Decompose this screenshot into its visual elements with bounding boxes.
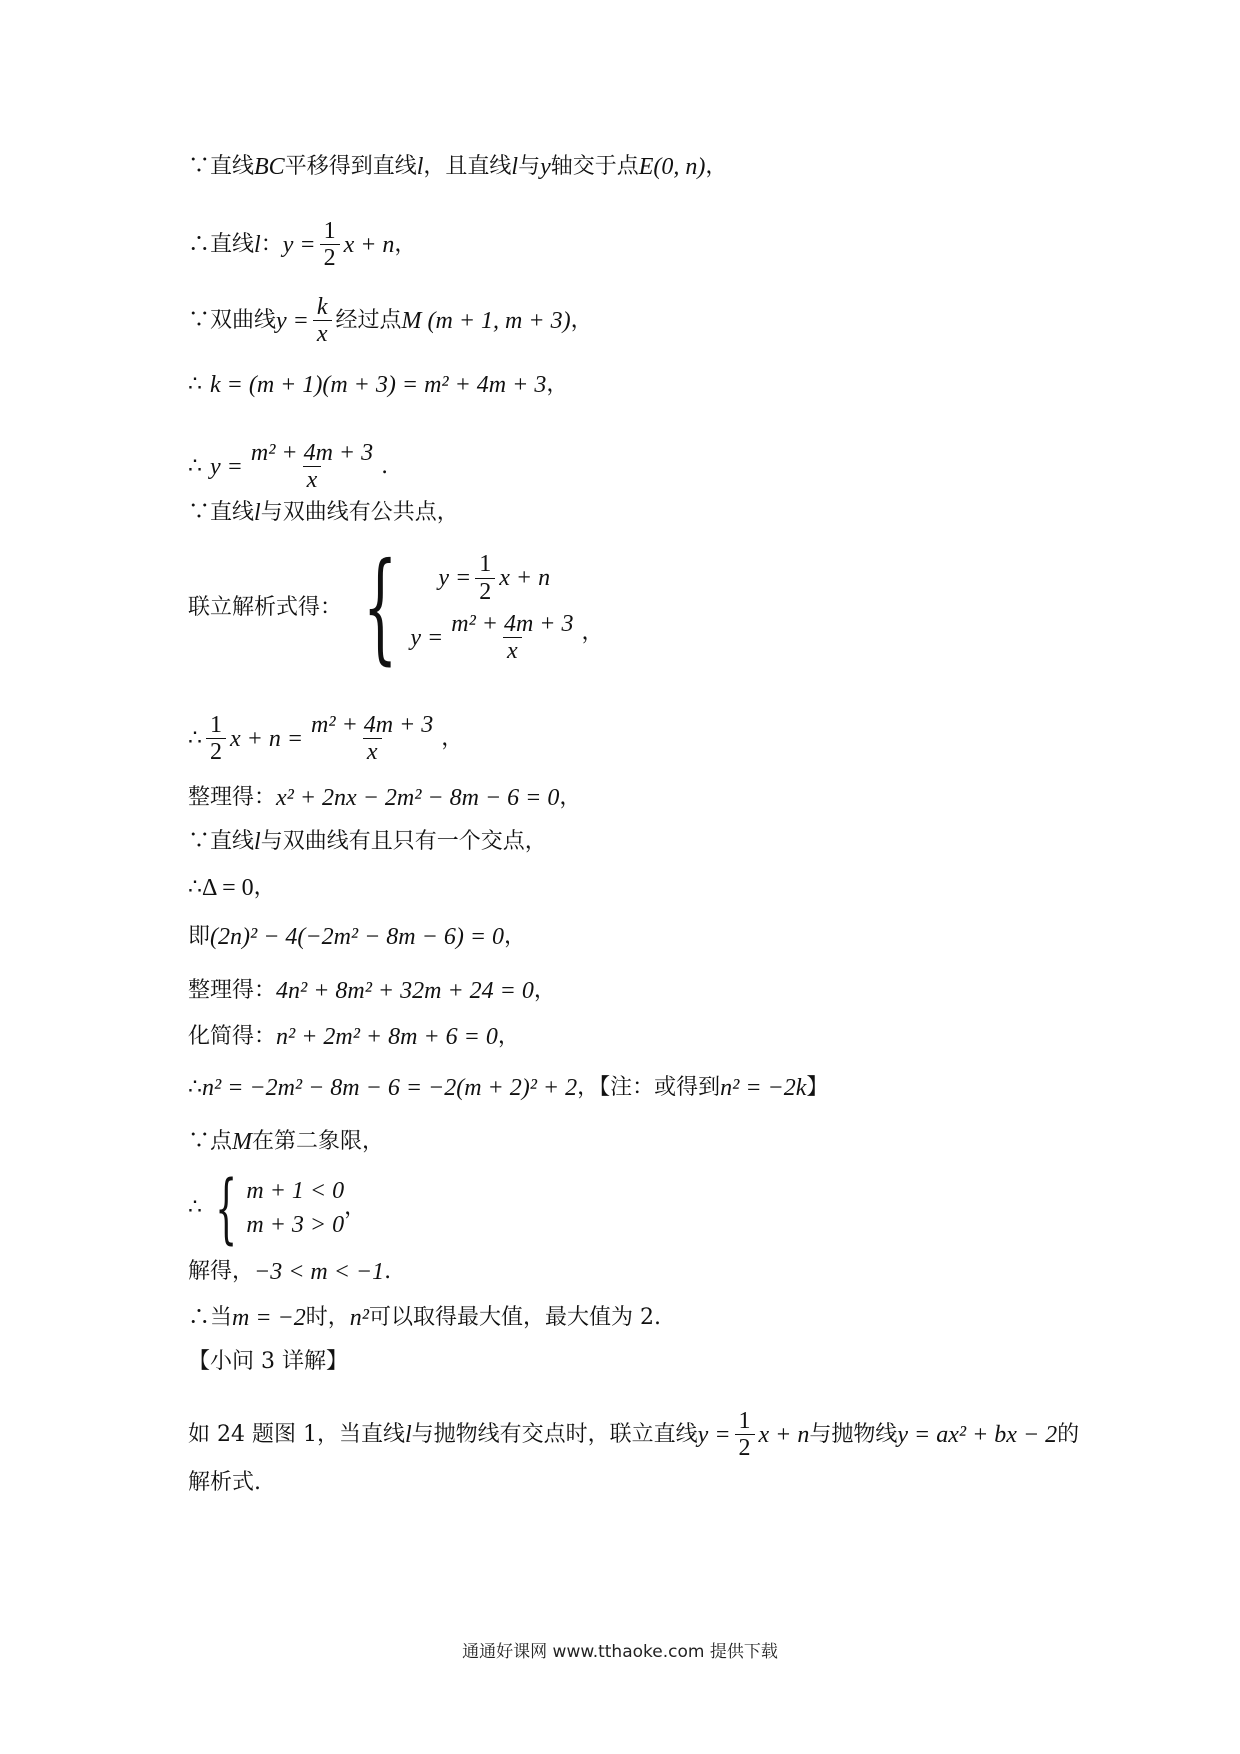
text: ∴ [188,372,202,397]
line-7-system [188,538,604,677]
math-point-e: E(0, n) [638,154,706,180]
text: 与 [518,154,541,179]
text: 与抛物线 [809,1421,898,1447]
line-4 [188,370,568,400]
math-l: l [254,829,261,855]
numerator: 1 [738,1408,751,1434]
text: ： [260,231,283,257]
denominator: x [313,320,332,347]
line-6 [188,498,459,528]
math-lhs: y = [697,1421,731,1448]
text: ∵双曲线 [188,307,277,333]
text: 的 [1057,1421,1080,1447]
inequality-row-1: m + 1 < 0 [246,1178,345,1204]
line-18 [188,1257,391,1287]
text: . [384,1259,392,1284]
math-y: y [540,154,551,180]
fraction [475,551,495,605]
math-expr: x² + 2nx − 2m² − 8m − 6 = 0 [276,785,560,811]
math-lhs: y = [410,624,444,651]
text: 联立解析式得： [188,595,343,620]
line-22 [188,1468,261,1498]
math-parabola: y = ax² + bx − 2 [897,1421,1058,1448]
text: ， [394,231,417,257]
left-brace: { [215,1163,238,1252]
inequality-row-2: m + 3 > 0 [246,1212,345,1238]
left-brace: { [363,538,398,677]
line-13 [188,976,556,1006]
text: 经过点 [335,307,402,333]
denominator: 2 [206,738,226,765]
section-heading [188,1347,348,1377]
text: ， [344,1195,367,1220]
math-expr: (2n)² − 4(−2m² − 8m − 6) = 0 [210,924,505,950]
text: 整理得： [188,978,277,1003]
math-lhs: y = [282,231,316,258]
math-m: M [232,1129,253,1155]
text: ， [504,924,527,949]
math-expr: −3 < m < −1 [254,1259,385,1285]
text: 与双曲线有公共点， [260,500,459,525]
text: 与抛物线有交点时，联立直线 [411,1421,698,1447]
text: ， [546,372,569,397]
fraction [447,611,577,665]
system-row-1 [410,551,581,605]
line-17-system [188,1163,367,1252]
text: ∴ [188,875,202,900]
text: ∴直线 [188,231,255,257]
text: 】 [806,1075,829,1100]
math-point-m: M (m + 1, m + 3) [401,307,571,334]
text: 解析式. [188,1470,261,1495]
text: ∴ [188,453,202,479]
text: ∵直线 [188,154,255,179]
fraction [307,712,437,766]
text: ，且直线 [423,154,512,179]
text: ∵点 [188,1129,233,1154]
math-rhs: x + n [499,565,551,592]
text: ∴ [188,1075,202,1100]
text: 轴交于点 [550,154,639,179]
text: ， [581,620,604,645]
math-expr: k = (m + 1)(m + 3) = m² + 4m + 3 [210,372,547,398]
text: ， [497,1024,520,1049]
fraction [206,712,226,766]
math-bc: BC [254,154,285,180]
fraction [247,440,377,494]
math-lhs: y = [210,453,243,480]
text: 可以取得最大值，最大值为 2. [368,1305,661,1330]
text: 如 24 题图 1，当直线 [188,1421,405,1447]
text: 平移得到直线 [284,154,417,179]
text: ， [570,307,593,333]
line-14 [188,1022,520,1052]
numerator: m² + 4m + 3 [311,712,434,738]
line-2 [188,218,416,272]
fraction [320,218,340,272]
page-footer: 通通好课网 www.tthaoke.com 提供下载 [462,1642,778,1662]
text: ∴当 [188,1305,233,1330]
text: 时， [305,1305,350,1330]
system-row-2 [410,611,581,665]
math-lhs: y = [276,307,309,334]
text: 与双曲线有且只有一个交点， [260,829,547,854]
text: ∵直线 [188,829,255,854]
line-15 [188,1073,828,1103]
denominator: 2 [320,244,340,271]
text: ， [559,785,582,810]
line-9 [188,783,581,813]
math-expr: n² = −2m² − 8m − 6 = −2(m + 2)² + 2 [202,1075,578,1101]
denominator: 2 [735,1434,755,1461]
math-l: l [416,154,424,180]
text: 化简得： [188,1024,277,1049]
denominator: x [363,738,382,765]
text: ∴ [188,725,202,751]
math-l: l [404,1421,412,1448]
math-expr: m = −2 [232,1305,306,1331]
math-lhs: y = [438,565,472,592]
text: . [381,453,389,479]
line-5 [188,440,388,494]
math-l: l [254,231,261,258]
numerator: k [316,294,328,320]
math-rhs: x + n [343,231,395,258]
text: ， [253,875,276,900]
line-1 [188,152,727,182]
math-expr: n² = −2k [720,1075,807,1101]
math-rhs: x + n [758,1421,810,1448]
text: ，【注：或得到 [577,1075,721,1100]
denominator: x [503,637,522,664]
equation-system [410,551,581,665]
math-expr: x + n = [230,725,304,752]
math-expr: Δ = 0 [202,875,254,901]
denominator: 2 [475,578,495,605]
text: 解得， [188,1259,255,1284]
line-8 [188,712,463,766]
math-n2: n² [349,1305,369,1331]
math-expr: 4n² + 8m² + 32m + 24 = 0 [276,978,534,1004]
line-21 [188,1408,1079,1462]
numerator: m² + 4m + 3 [451,611,574,637]
text: ， [441,725,464,751]
text: ， [533,978,556,1003]
inequality-system [246,1176,344,1240]
text: ∵直线 [188,500,255,525]
line-3 [188,294,593,348]
text: 在第二象限， [252,1129,385,1154]
line-10 [188,827,547,857]
math-l: l [254,500,261,526]
line-19 [188,1303,661,1333]
numerator: 1 [210,712,222,738]
fraction [735,1408,755,1462]
math-expr: n² + 2m² + 8m + 6 = 0 [276,1024,498,1050]
line-11 [188,873,276,903]
text: ， [705,154,728,179]
math-l: l [511,154,519,180]
text: ∴ [188,1195,202,1220]
text: 整理得： [188,785,277,810]
numerator: 1 [323,218,336,244]
numerator: m² + 4m + 3 [250,440,374,466]
text: 【小问 3 详解】 [188,1349,348,1374]
line-12 [188,922,526,952]
text: 即 [188,924,211,949]
numerator: 1 [479,551,492,578]
denominator: x [303,466,322,493]
line-16 [188,1127,384,1157]
fraction [313,294,332,348]
